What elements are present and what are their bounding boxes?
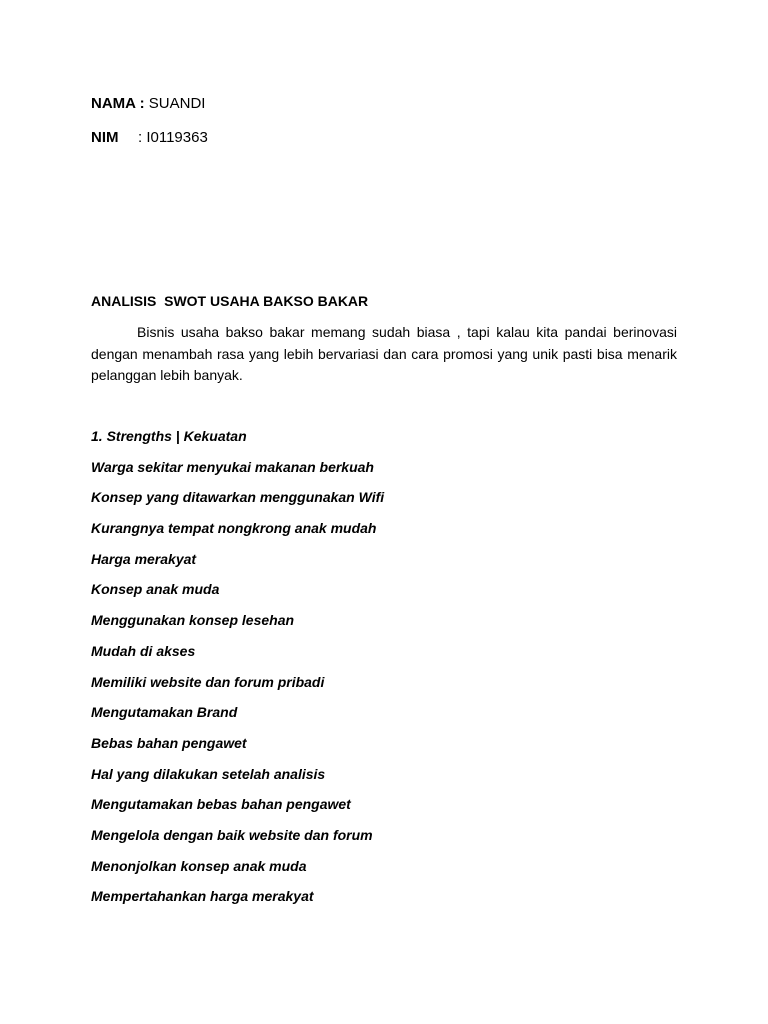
list-item: Memiliki website dan forum pribadi [91, 673, 325, 690]
nim-label: NIM [91, 129, 119, 146]
name-row [91, 94, 208, 114]
name-value: SUANDI [148, 95, 206, 112]
list-item: Mengutamakan bebas bahan pengawet [91, 796, 351, 813]
list-item: Menggunakan konsep lesehan [91, 612, 295, 629]
list-item: Menonjolkan konsep anak muda [91, 857, 307, 874]
list-item: Hal yang dilakukan setelah analisis [91, 765, 326, 782]
name-label: NAMA : [91, 95, 145, 112]
list-item: Harga merakyat [91, 550, 197, 567]
strengths-list [91, 425, 384, 916]
intro-paragraph: Bisnis usaha bakso bakar memang sudah biasa , tapi kalau kita pandai berinovasi dengan menambah rasa yang lebih bervariasi dan cara promosi yang unik pasti bisa menarik pelanggan lebih banyak. [91, 324, 677, 383]
list-item: Mengelola dengan baik website dan forum [91, 826, 373, 843]
student-identity [91, 94, 208, 162]
list-item: Mengutamakan Brand [91, 704, 238, 721]
list-item: Mudah di akses [91, 642, 196, 659]
section-heading: 1. Strengths | Kekuatan [91, 428, 247, 444]
list-item: Kurangnya tempat nongkrong anak mudah [91, 520, 377, 537]
nim-row [91, 128, 208, 148]
list-item: Konsep yang ditawarkan menggunakan Wifi [91, 489, 385, 506]
list-item: Warga sekitar menyukai makanan berkuah [91, 458, 374, 475]
list-item: Mempertahankan harga merakyat [91, 888, 314, 905]
nim-value: : I0119363 [138, 129, 208, 146]
list-item: Konsep anak muda [91, 581, 220, 598]
list-item: Bebas bahan pengawet [91, 734, 247, 751]
document-title: ANALISIS SWOT USAHA BAKSO BAKAR [91, 293, 369, 309]
